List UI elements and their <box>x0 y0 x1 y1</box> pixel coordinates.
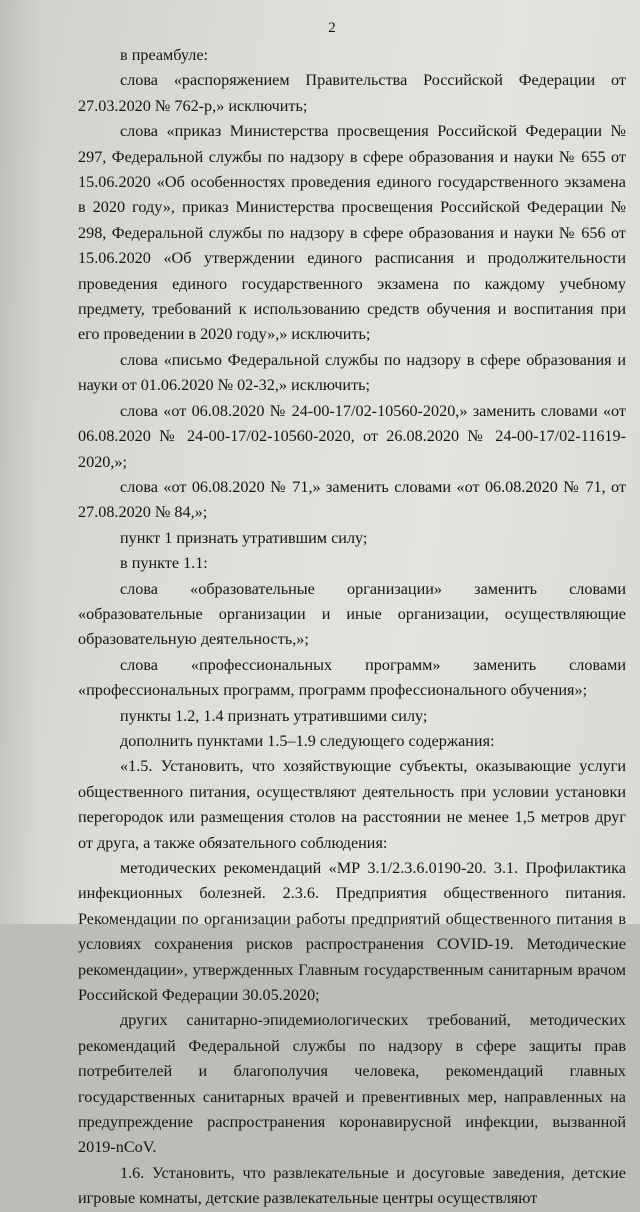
paragraph: пункты 1.2, 1.4 признать утратившими силу; <box>120 706 428 725</box>
paragraph: в преамбуле: <box>120 46 209 64</box>
paragraph: методических рекомендаций «МР 3.1/2.3.6.0190-20. 3.1. Профилактика инфекционных болезней. 2.3.6. Предприятия общественного питания. Рекомендации по организации работы предприятий общественного питания в условиях сохранения рисков распространения COVID-19. Методические рекомендации», утвержденных Главным государственным санитарным врачом Российской Федерации 30.05.2020; <box>78 859 626 1005</box>
paragraph: слова «распоряжением Правительства Российской Федерации от 27.03.2020 № 762-р,» исключить; <box>78 71 626 115</box>
paragraph: других санитарно-эпидемиологических требований, методических рекомендаций Федеральной службы по надзору в сфере защиты прав потребителей и благополучия человека, рекомендаций главных государственных санитарных врачей и превентивных мер, направленных на предупреждение распространения коронавирусной инфекции, вызванной 2019-nCoV. <box>78 1011 626 1157</box>
paragraph: в пункте 1.1: <box>120 554 208 573</box>
paragraph: «1.5. Установить, что хозяйствующие субъекты, оказывающие услуги общественного питания, осуществляют деятельность при условии установки перегородок или размещения столов на расстоянии не менее 1,5 метров друг от друга, а также обязательного соблюдения: <box>78 757 626 852</box>
paragraph: слова «приказ Министерства просвещения Российской Федерации № 297, Федеральной службы по надзору в сфере образования и науки № 655 от 15.06.2020 «Об особенностях проведения единого государственного экзамена в 2020 году», приказ Министерства просвещения Российской Федерации № 298, Федеральной службы по надзору в сфере образования и науки № 656 от 15.06.2020 «Об утверждении единого расписания и продолжительности проведения единого государственного экзамена по каждому учебному предмету, требований к использованию средств обучения и воспитания при его проведении в 2020 году»,» исключить; <box>78 122 626 344</box>
paragraph: слова «профессиональных программ» заменить словами «профессиональных программ, программ профессионального обучения»; <box>78 655 626 700</box>
paragraph: слова «письмо Федеральной службы по надзору в сфере образования и науки от 01.06.2020 № 02-32,» исключить; <box>78 350 626 395</box>
paragraph: слова «от 06.08.2020 № 24-00-17/02-10560-2020,» заменить словами «от 06.08.2020 № 24-00-17/02-10560-2020, от 26.08.2020 № 24-00-17/02-11619-2020,»; <box>78 401 626 471</box>
paragraph: пункт 1 признать утратившим силу; <box>120 528 368 547</box>
paragraph: 1.6. Установить, что развлекательные и досуговые заведения, детские игровые комнаты, детские развлекательные центры осуществляют <box>78 1163 626 1208</box>
paragraph: слова «образовательные организации» заменить словами «образовательные организации и иные организации, осуществляющие образовательную деятельность,»; <box>78 579 626 649</box>
document-body <box>78 43 626 1212</box>
page-number: 2 <box>328 20 336 36</box>
paragraph: дополнить пунктами 1.5–1.9 следующего содержания: <box>120 731 495 750</box>
paragraph: слова «от 06.08.2020 № 71,» заменить словами «от 06.08.2020 № 71, от 27.08.2020 № 84,»; <box>78 477 626 522</box>
page-shadow <box>0 0 40 924</box>
